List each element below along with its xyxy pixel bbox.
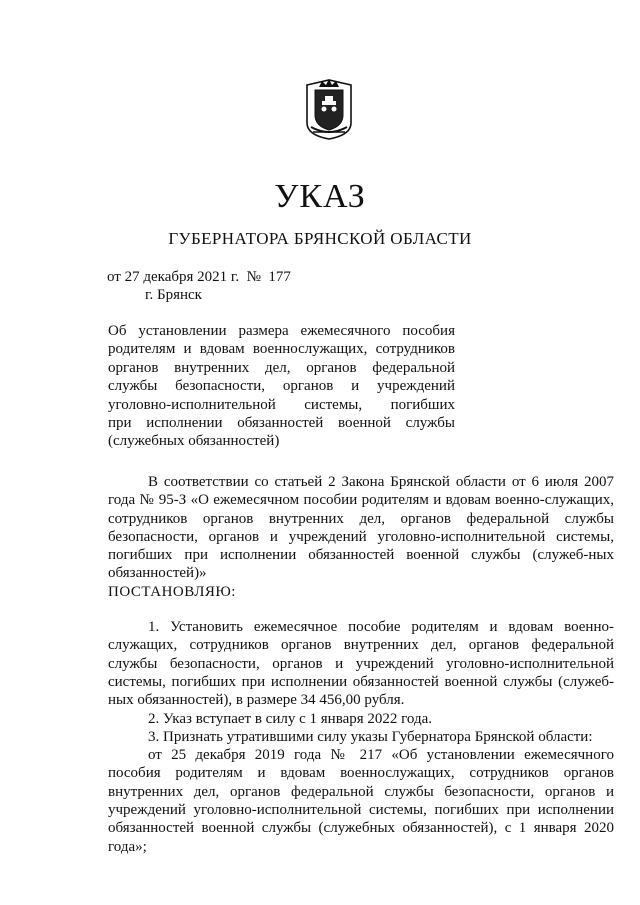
- document-title: УКАЗ: [274, 178, 366, 215]
- subject-line: (служебных обязанностей): [108, 433, 280, 450]
- document-body: [108, 473, 614, 856]
- subject-line: органов внутренних дел, органов федеральной: [108, 359, 455, 376]
- subject-line: Об установлении размера ежемесячного пособия: [108, 323, 455, 339]
- subject-line: службы безопасности, органов и учреждений: [108, 378, 455, 395]
- document-subject: [108, 322, 455, 451]
- item-3: 3. Признать утратившими силу указы Губернатора Брянской области:: [148, 728, 593, 745]
- preamble: В соответствии со статьей 2 Закона Брянской области от 6 июля 2007 года № 95-З «О ежемесячном пособии родителям и вдовам военно-служащих, сотрудников органов внутренних дел, органов федеральной службы безопасности, органов и учреждений уголовно-исполнительной системы, погибших при исполнении обязанностей военной службы (служеб-ных обязанностей)»: [108, 474, 614, 582]
- document-subtitle: ГУБЕРНАТОРА БРЯНСКОЙ ОБЛАСТИ: [168, 229, 472, 248]
- subject-line: родителям и вдовам военнослужащих, сотрудников: [108, 341, 455, 358]
- item-3-decree-ref: от 25 декабря 2019 года № 217 «Об установлении ежемесячного пособия родителям и вдовам военнослужащих, сотрудников органов внутренних дел, органов федеральной службы безопасности, органов и учреждений уголовно-исполнительной системы, погибших при исполнении обязанностей военной службы (служебных обязанностей), с 1 января 2020 года»;: [108, 747, 614, 855]
- city: г. Брянск: [145, 287, 202, 303]
- subject-line: уголовно-исполнительной системы, погибших: [108, 396, 455, 413]
- bryansk-coat-of-arms-icon: [302, 77, 356, 141]
- item-2: 2. Указ вступает в силу с 1 января 2022 года.: [148, 710, 433, 727]
- subject-line: при исполнении обязанностей военной службы: [108, 415, 455, 432]
- item-1: 1. Установить ежемесячное пособие родителям и вдовам военно-служащих, сотрудников органов внутренних дел, органов федеральной службы безопасности, органов и учреждений уголовно-исполнительной системы, погибших при исполнении обязанностей военной службы (служеб-ных обязанностей), в размере 34 456,00 рубля.: [108, 619, 614, 709]
- decree-word: ПОСТАНОВЛЯЮ:: [108, 583, 236, 600]
- date-number: от 27 декабря 2021 г. № 177: [107, 269, 291, 285]
